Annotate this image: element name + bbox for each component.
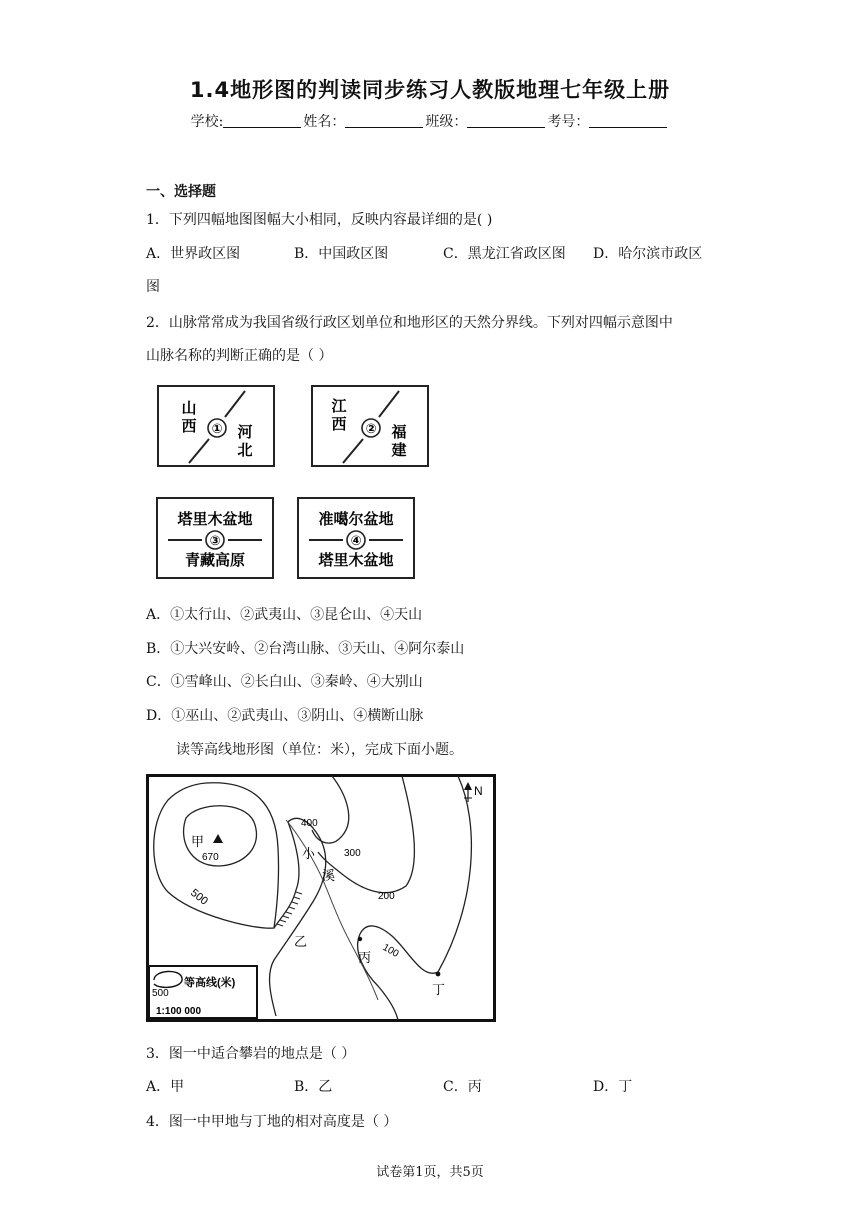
label-200: 200	[378, 891, 395, 902]
stream-label-2: 溪	[322, 868, 336, 883]
exam-no-blank	[589, 113, 667, 128]
point-bing-label: 丙	[358, 950, 372, 965]
class-blank	[467, 113, 545, 128]
exam-no-label: 考号：	[547, 114, 590, 130]
peak-height: 670	[202, 852, 219, 863]
point-ding-label: 丁	[432, 982, 446, 997]
q3-option-c: C．丙	[443, 1079, 482, 1095]
legend-value: 500	[152, 988, 169, 999]
point-bing-dot	[358, 937, 362, 941]
page-title: 1.4地形图的判读同步练习人教版地理七年级上册	[189, 78, 671, 102]
peak-label: 甲	[191, 834, 205, 849]
box-1-left-top: 山	[181, 399, 197, 417]
box-3-bottom: 青藏高原	[184, 551, 246, 569]
name-blank	[345, 113, 423, 128]
box-1-number: ①	[211, 422, 223, 437]
stream-label-1: 小	[302, 846, 316, 861]
label-300: 300	[344, 848, 361, 859]
page-footer: 试卷第1页，共5页	[376, 1165, 484, 1180]
q3-option-a: A．甲	[146, 1079, 185, 1095]
school-blank	[223, 113, 301, 128]
q1-option-a: A．世界政区图	[146, 246, 241, 262]
box-4-bottom: 塔里木盆地	[318, 551, 394, 569]
box-2-left-bottom: 西	[331, 415, 347, 433]
student-info-line	[0, 111, 860, 131]
section-heading: 一、选择题	[146, 184, 216, 200]
contour-map-graphic	[146, 774, 496, 1022]
box-2-right-top: 福	[391, 423, 407, 441]
class-label: 班级：	[425, 114, 468, 130]
box-4-number: ④	[350, 534, 362, 549]
box-3-top: 塔里木盆地	[177, 510, 253, 528]
box-1-graphic	[159, 387, 273, 465]
q3-option-b: B．乙	[294, 1079, 333, 1095]
name-label: 姓名：	[303, 114, 346, 130]
q1-option-d-wrap: 图	[146, 279, 160, 295]
q2-stem-line2: 山脉名称的判断正确的是（ ）	[146, 348, 333, 364]
q1-stem: 1．下列四幅地图图幅大小相同，反映内容最详细的是( )	[146, 212, 493, 228]
diagram-box-2	[311, 385, 429, 467]
q3-stem: 3．图一中适合攀岩的地点是（ ）	[146, 1046, 356, 1062]
q2-option-a: A．①太行山、②武夷山、③昆仑山、④天山	[146, 607, 423, 623]
label-100: 100	[380, 942, 401, 960]
map-intro: 读等高线地形图（单位：米），完成下面小题。	[176, 742, 463, 758]
q3-option-d: D．丁	[593, 1079, 633, 1095]
legend-label: 等高线(米)	[184, 977, 236, 989]
q1-option-c: C．黑龙江省政区图	[443, 246, 566, 262]
box-3-graphic	[158, 499, 272, 577]
north-label: N	[474, 784, 483, 798]
school-label: 学校:	[190, 114, 224, 130]
contour-map	[146, 774, 496, 1022]
label-500: 500	[188, 886, 211, 908]
box-1-left-bottom: 西	[181, 417, 197, 435]
point-yi-label: 乙	[294, 934, 308, 949]
q2-option-b: B．①大兴安岭、②台湾山脉、③天山、④阿尔泰山	[146, 641, 465, 657]
box-1-right-bottom: 北	[237, 441, 253, 459]
map-scale: 1:100 000	[156, 1006, 202, 1017]
diagram-box-4	[297, 497, 415, 579]
diagram-box-1	[157, 385, 275, 467]
box-2-number: ②	[365, 422, 377, 437]
label-400: 400	[301, 818, 318, 829]
box-2-graphic	[313, 387, 427, 465]
box-2-left-top: 江	[331, 397, 347, 415]
box-4-top: 准噶尔盆地	[318, 510, 394, 528]
diagram-box-3	[156, 497, 274, 579]
q2-option-d: D．①巫山、②武夷山、③阴山、④横断山脉	[146, 708, 424, 724]
q1-option-b: B．中国政区图	[294, 246, 389, 262]
q4-stem: 4．图一中甲地与丁地的相对高度是（ ）	[146, 1114, 398, 1130]
q1-option-d: D．哈尔滨市政区	[593, 246, 703, 262]
box-3-number: ③	[209, 534, 221, 549]
q2-stem-line1: 2．山脉常常成为我国省级行政区划单位和地形区的天然分界线。下列对四幅示意图中	[146, 315, 673, 331]
point-ding-dot	[436, 972, 441, 977]
q2-option-c: C．①雪峰山、②长白山、③秦岭、④大别山	[146, 674, 423, 690]
box-2-right-bottom: 建	[391, 441, 407, 459]
box-1-right-top: 河	[237, 423, 253, 441]
box-4-graphic	[299, 499, 413, 577]
